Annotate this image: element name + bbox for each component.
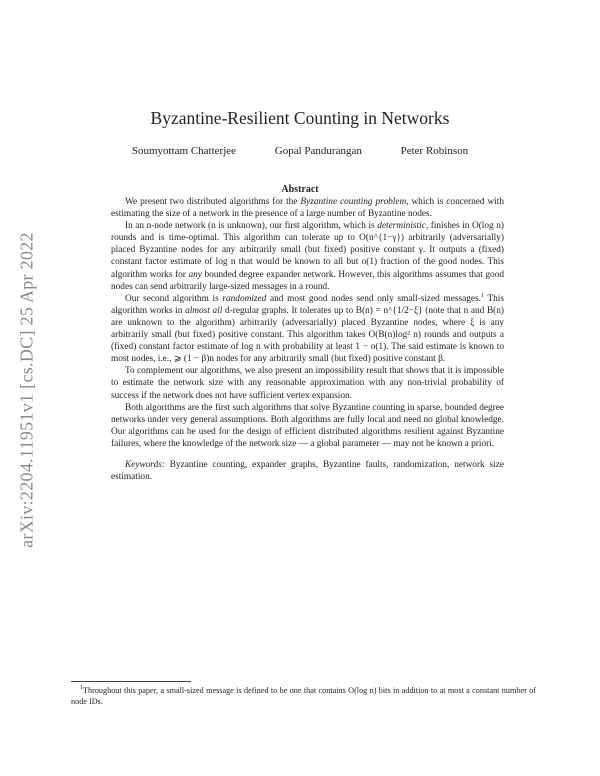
abstract-paragraph: Both algorithms are the first such algorithms that solve Byzantine counting in sparse, bounded degree networks under very general assumptions. Both algorithms are fully local and need no global knowledge. Our algorithms can be used for the design of efficient distributed algorithms resilient against Byzantine failures, where the knowledge of the network size — a global parameter — may not be known a priori. (111, 402, 504, 449)
emphasis: almost all (185, 305, 223, 316)
footnote-text: Throughout this paper, a small-sized message is defined to be one that contains O(log n) bits in addition to at most a constant number of node IDs. (71, 686, 536, 706)
text-run: This algorithm works in (111, 293, 505, 316)
emphasis: Byzantine counting problem (300, 197, 407, 207)
footnote-marker[interactable]: 1 (480, 292, 484, 299)
emphasis: randomized (222, 293, 267, 304)
text-run: , finishes in O(log n) rounds and is time-optimal. This algorithm can tolerate up to O(n^{1−γ}) arbitrarily (adversarially) placed Byzantine nodes for any arbitrarily small (but fixed) positive constant γ. It outputs a (fixed) constant factor estimate of log n that would be known to all but o(1) fraction of the good nodes. This algorithm works for (111, 221, 504, 280)
text-run: Our second algorithm is (125, 293, 223, 304)
author-list (0, 145, 600, 157)
author-name: Peter Robinson (400, 145, 469, 157)
arxiv-identifier: arXiv:2204.11951v1 [cs.DC] 25 Apr 2022 (16, 232, 37, 548)
abstract-paragraph (111, 220, 504, 293)
emphasis: any (188, 269, 202, 280)
abstract-paragraph (111, 196, 504, 220)
arxiv-sidebar (10, 200, 44, 580)
abstract-body (111, 196, 504, 483)
text-run: In an n-node network (n is unknown), our first algorithm, which is (125, 221, 378, 232)
keywords-text: Byzantine counting, expander graphs, Byzantine faults, randomization, network size estimation. (111, 459, 504, 483)
footnote-divider (71, 681, 191, 682)
text-run: d-regular graphs. It tolerates up to B(n) = n^{1/2−ξ} (note that n and B(n) are unknown to the algorithm) arbitrarily (adversarially) placed Byzantine nodes, where ξ is any arbitrarily small (but fixed) positive constant. This algorithm takes O(B(n)log² n) rounds and outputs a (fixed) constant factor estimate of log n with probability at least 1 − o(1). The said estimate is known to most nodes, i.e., ⩾ (1 − β)n nodes for any arbitrarily small (but fixed) positive constant β. (111, 305, 505, 365)
abstract-heading: Abstract (281, 184, 319, 195)
footnote-number: 1 (80, 685, 83, 691)
text-run: , which is concerned with estimating the size of a network in the presence of a large number of Byzantine nodes. (111, 197, 504, 220)
keywords-label: Keywords: (125, 459, 165, 470)
footnote (71, 685, 536, 707)
keywords (111, 459, 504, 483)
abstract-paragraph: To complement our algorithms, we also present an impossibility result that shows that it is impossible to estimate the network size with any reasonable approximation with any non-trivial probability of success if the network does not have sufficient vertex expansion. (111, 366, 504, 401)
text-run: and most good nodes send only small-sized messages. (266, 293, 481, 304)
author-name: Gopal Pandurangan (274, 145, 362, 157)
text-run: bounded degree expander network. However, this algorithms assumes that good nodes can send arbitrarily large-sized messages in a round. (111, 269, 504, 292)
paper-title: Byzantine-Resilient Counting in Networks (150, 108, 450, 128)
author-name: Soumyottam Chatterjee (131, 145, 237, 157)
text-run: We present two distributed algorithms for the (125, 197, 301, 207)
abstract-paragraph (111, 293, 504, 366)
emphasis: deterministic (377, 221, 426, 232)
